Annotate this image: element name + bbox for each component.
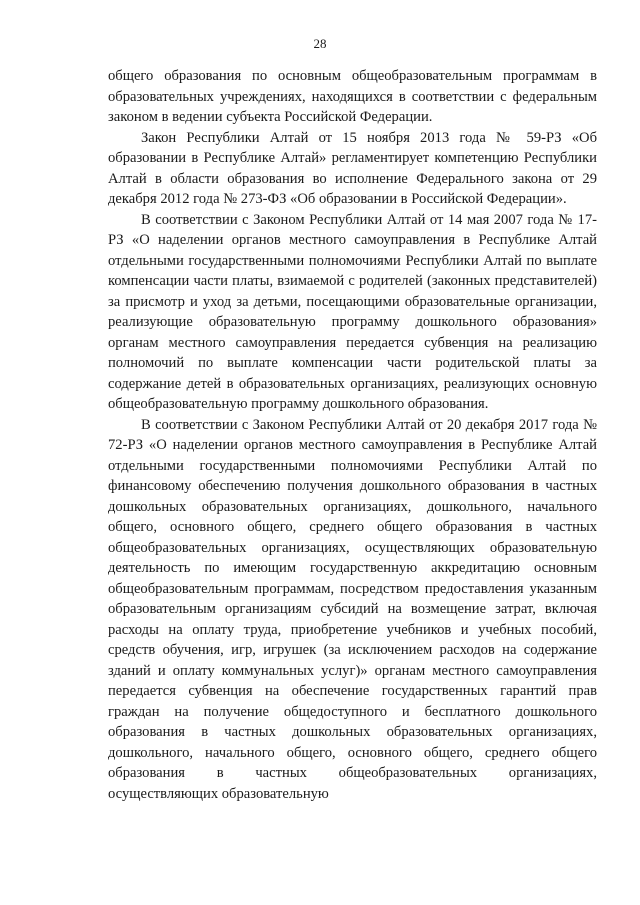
paragraph-law-17-rz: В соответствии с Законом Республики Алтай от 14 мая 2007 года № 17-РЗ «О наделении органов местного самоуправления в Республике Алтай отдельными государственными полномочиями Республики Алтай по выплате компенсации части платы, взимаемой с родителей (законных представителей) за присмотр и уход за детьми, посещающими образовательные организации, реализующие образовательную программу дошкольного образования» органам местного самоуправления передается субвенция на реализацию полномочий по выплате компенсации части родительской платы за содержание детей в образовательных организациях, реализующих основную общеобразовательную программу дошкольного образования.	[108, 211, 597, 412]
page-number: 28	[313, 36, 327, 51]
paragraph-law-72-rz: В соответствии с Законом Республики Алтай от 20 декабря 2017 года № 72-РЗ «О наделении органов местного самоуправления в Республике Алтай отдельными государственными полномочиями Республики Алтай по финансовому обеспечению получения дошкольного образования в частных дошкольных образовательных организациях, дошкольного, начального общего, основного общего, среднего общего образования в частных общеобразовательных организациях, осуществляющих образовательную деятельность по имеющим государственную аккредитацию основным общеобразовательным программам, посредством предоставления указанным образовательным организациям субсидий на возмещение затрат, включая расходы на оплату труда, приобретение учебников и учебных пособий, средств обучения, игр, игрушек (за исключением расходов на содержание зданий и оплату коммунальных услуг)» органам местного самоуправления передается субвенция на обеспечение государственных гарантий прав граждан на получение общедоступного и бесплатного дошкольного образования в частных дошкольных образовательных организациях, дошкольного, начального общего, основного общего, среднего общего образования в частных общеобразовательных организациях, осуществляющих образовательную	[108, 416, 597, 802]
paragraph-continuation: общего образования по основным общеобразовательным программам в образовательных учреждениях, находящихся в соответствии с федеральным законом в ведении субъекта Российской Федерации.	[108, 68, 597, 125]
paragraph-law-59-rz: Закон Республики Алтай от 15 ноября 2013 года № 59-РЗ «Об образовании в Республике Алтай» регламентирует компетенцию Республики Алтай в области образования во исполнение Федерального закона от 29 декабря 2012 года № 273-ФЗ «Об образовании в Российской Федерации».	[108, 129, 597, 207]
body-text	[108, 66, 597, 804]
